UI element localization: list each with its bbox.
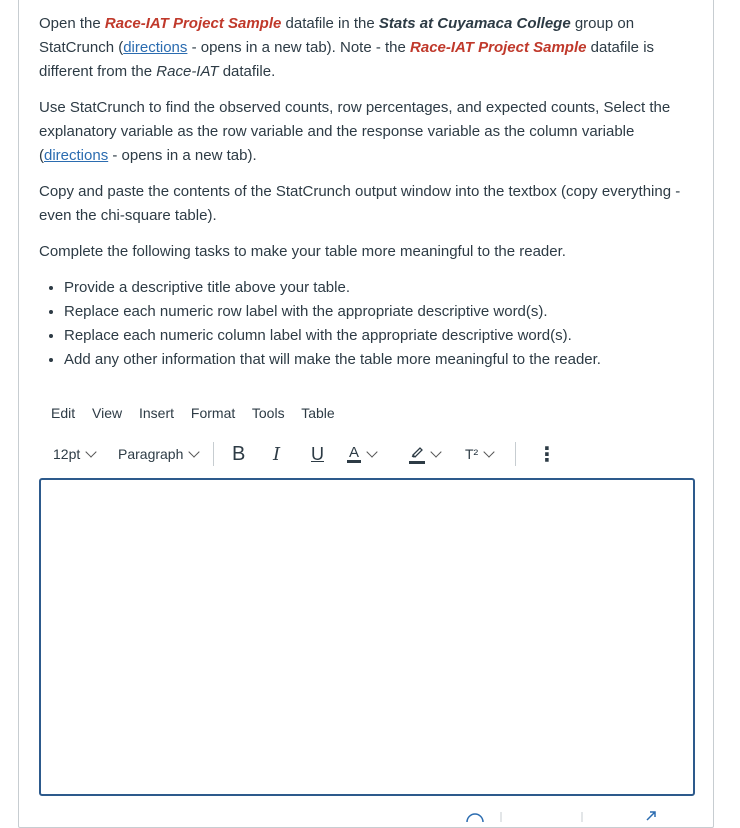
dataset-name: Race-IAT Project Sample [410, 39, 587, 56]
highlight-color-button[interactable] [409, 440, 440, 468]
toolbar-divider [213, 442, 214, 466]
more-options-button[interactable]: ⋮ [537, 443, 557, 466]
underline-button[interactable]: U [311, 443, 324, 464]
chevron-down-icon [430, 446, 441, 457]
fullscreen-icon [647, 812, 655, 820]
italic-button[interactable]: I [273, 443, 281, 465]
font-size-select[interactable] [53, 440, 95, 468]
list-item: • Add any other information that will make the table more meaningful to the reader. [64, 348, 699, 372]
text: datafile is different from the [39, 39, 655, 80]
file-name: Race-IAT [156, 63, 219, 80]
editor-statusbar [39, 808, 695, 822]
block-format-value: Paragraph [118, 446, 184, 462]
group-name: Stats at Cuyamaca College [378, 15, 571, 32]
directions-link[interactable]: directions [123, 39, 188, 56]
text: Use StatCrunch to find the observed counts, row percentages, and expected counts, Select the explanatory variable as the row variable and the response variable as the column variable ( [39, 99, 671, 164]
list-item: • Replace each numeric row label with the appropriate descriptive word(s). [64, 300, 699, 324]
editor-menubar [51, 405, 348, 421]
chevron-down-icon [484, 446, 495, 457]
text: group on StatCrunch ( [39, 15, 635, 56]
bold-button[interactable]: B [232, 442, 246, 465]
instruction-paragraph-4: Complete the following tasks to make your table more meaningful to the reader. [39, 243, 566, 260]
text: - opens in a new tab). [108, 147, 257, 164]
text: - opens in a new tab). Note - the [187, 39, 411, 56]
chevron-down-icon [366, 446, 377, 457]
menu-tools[interactable]: Tools [251, 405, 285, 421]
dataset-name: Race-IAT Project Sample [104, 15, 282, 32]
instruction-paragraph-3: Copy and paste the contents of the StatCrunch output window into the textbox (copy everything - even the chi-square table). [39, 183, 681, 224]
accessibility-icon [467, 814, 483, 822]
instruction-paragraph-1 [39, 12, 699, 84]
text: datafile. [218, 63, 276, 80]
instruction-paragraph-2 [39, 96, 699, 168]
menu-view[interactable]: View [92, 405, 123, 421]
highlighter-icon [409, 445, 425, 459]
list-item: • Provide a descriptive title above your table. [64, 276, 699, 300]
superscript-button[interactable] [465, 440, 493, 468]
chevron-down-icon [86, 446, 97, 457]
text: Open the [39, 15, 105, 32]
statusbar-icons [39, 808, 695, 822]
task-list [39, 276, 699, 372]
text: datafile in the [281, 15, 379, 32]
list-item: • Replace each numeric column label with the appropriate descriptive word(s). [64, 324, 699, 348]
text-color-button[interactable] [347, 440, 376, 468]
superscript-icon: T² [465, 446, 479, 462]
editor-toolbar [41, 440, 601, 468]
block-format-select[interactable] [118, 440, 198, 468]
font-size-value: 12pt [53, 446, 81, 462]
chevron-down-icon [189, 446, 200, 457]
instructions [39, 12, 699, 372]
text-color-icon: A [348, 444, 359, 461]
menu-format[interactable]: Format [190, 405, 236, 421]
toolbar-divider [515, 442, 516, 466]
menu-edit[interactable]: Edit [51, 405, 76, 421]
answer-editor[interactable] [39, 478, 695, 796]
directions-link[interactable]: directions [44, 147, 109, 164]
menu-table[interactable]: Table [301, 405, 335, 421]
highlight-swatch [409, 461, 425, 464]
menu-insert[interactable]: Insert [139, 405, 175, 421]
